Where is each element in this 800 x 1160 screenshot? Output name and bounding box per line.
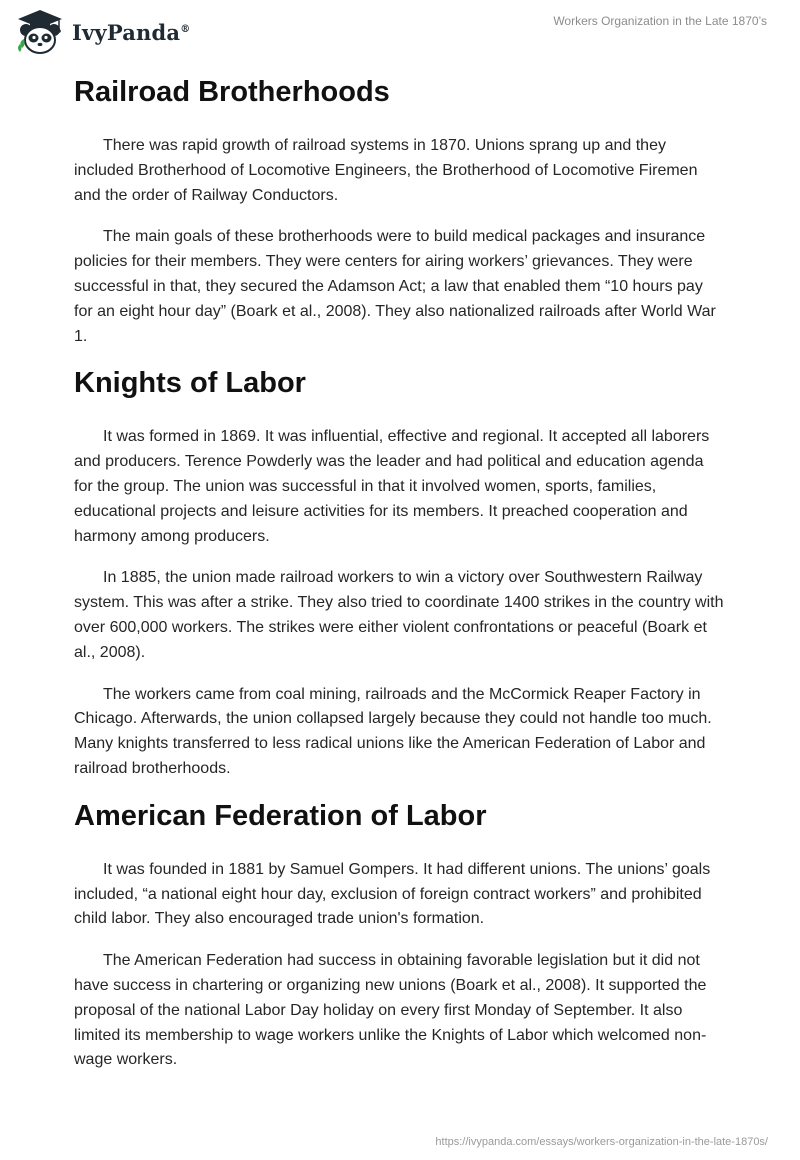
paragraph: The workers came from coal mining, railroads and the McCormick Reaper Factory in Chicago. Afterwards, the union collapsed largely because they could not handle too much. Many knights transferred to less radical unions like the American Federation of Labor and railroad brotherhoods. [74,685,712,777]
source-url[interactable]: https://ivypanda.com/essays/workers-organization-in-the-late-1870s/ [435,1136,768,1148]
paragraph: There was rapid growth of railroad systems in 1870. Unions sprang up and they included Brotherhood of Locomotive Engineers, the Brotherhood of Locomotive Firemen and the order of Railway Conductors. [74,137,698,204]
section-heading: Railroad Brotherhoods [74,76,390,108]
section-heading: Knights of Labor [74,367,306,400]
paragraph: The main goals of these brotherhoods were to build medical packages and insurance policies for their members. They were centers for airing workers’ grievances. They were successful in that, they secured the Adamson Act; a law that enabled them “10 hours pay for an eight hour day” (Boark et al., 2008). They also nationalized railroads after World War 1. [74,228,716,345]
essay-content [74,70,724,1073]
brand-name: IvyPanda® [72,19,191,45]
section-knights-of-labor [74,361,724,781]
paragraph: In 1885, the union made railroad workers to win a victory over Southwestern Railway system. This was after a strike. They also tried to coordinate 1400 strikes in the country with over 600,000 workers. The strikes were either violent confrontations or peaceful (Boark et al., 2008). [74,569,724,661]
document-title: Workers Organization in the Late 1870’s [553,14,767,28]
section-railroad-brotherhoods [74,70,724,349]
paragraph: It was formed in 1869. It was influential, effective and regional. It accepted all laborers and producers. Terence Powderly was the leader and had political and education agenda for the group. The union was successful in that it involved women, sports, families, educational projects and leisure activities for its members. It preached cooperation and harmony among producers. [74,428,710,545]
paragraph: It was founded in 1881 by Samuel Gompers. It had different unions. The unions’ goals included, “a national eight hour day, exclusion of foreign contract workers” and prohibited child labor. They also encouraged trade union's formation. [74,860,711,928]
section-heading: American Federation of Labor [74,799,487,832]
brand-logo[interactable] [14,8,190,56]
paragraph: The American Federation had success in obtaining favorable legislation but it did not have success in chartering or organizing new unions (Boark et al., 2008). It supported the proposal of the national Labor Day holiday on every first Monday of September. It also limited its membership to wage workers unlike the Knights of Labor which welcomed non-wage workers. [74,952,707,1069]
section-american-federation-of-labor [74,794,724,1073]
page-header [0,0,800,66]
panda-mascot-icon [14,8,66,56]
